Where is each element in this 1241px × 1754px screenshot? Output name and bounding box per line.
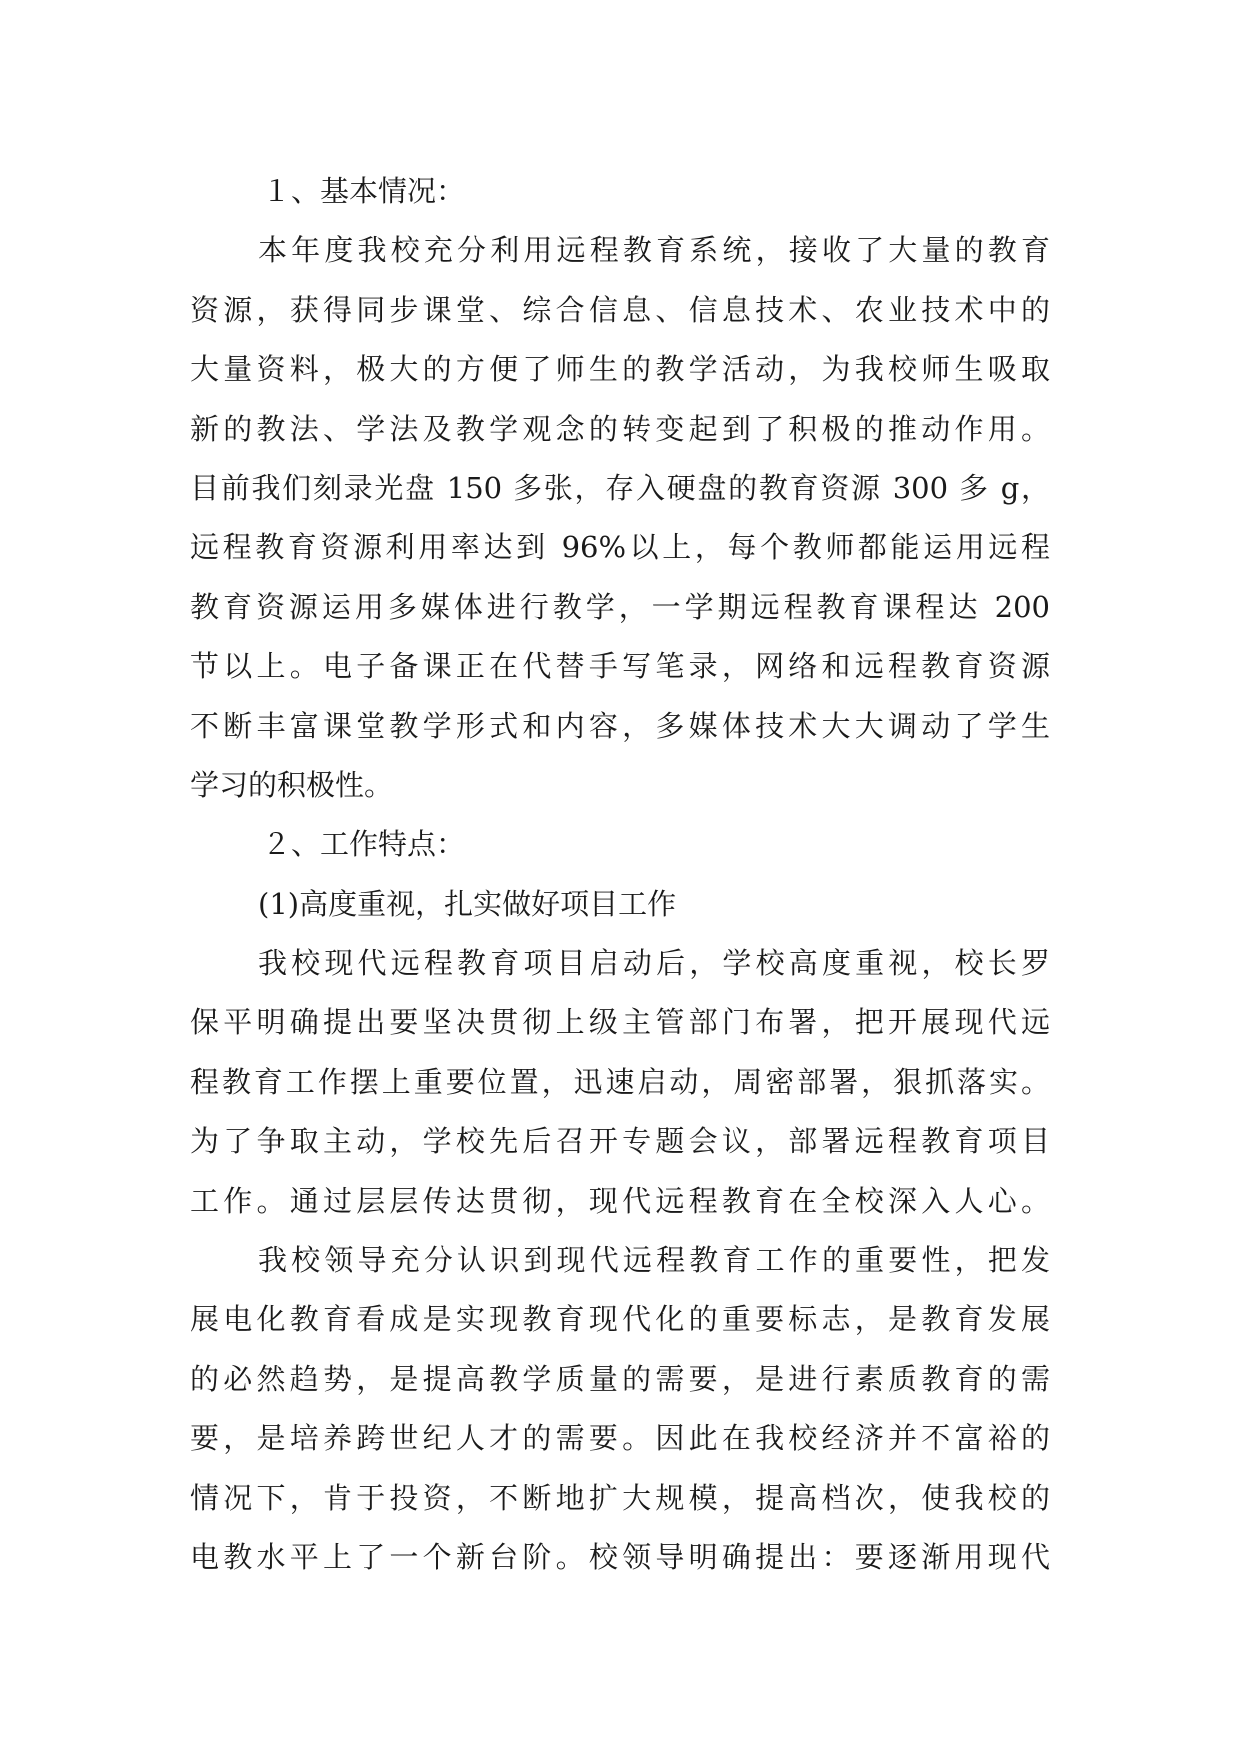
paragraph-line: 本年度我校充分利用远程教育系统，接收了大量的教育 — [258, 233, 1050, 268]
paragraph-line: 节以上。电子备课正在代替手写笔录，网络和远程教育资源 — [190, 649, 1050, 684]
paragraph-line: 为了争取主动，学校先后召开专题会议，部署远程教育项目 — [190, 1124, 1050, 1159]
paragraph-line: 我校现代远程教育项目启动后，学校高度重视，校长罗 — [258, 946, 1050, 981]
paragraph-line: 程教育工作摆上重要位置，迅速启动，周密部署，狠抓落实。 — [190, 1064, 1050, 1099]
paragraph-line: 资源，获得同步课堂、综合信息、信息技术、农业技术中的 — [190, 292, 1050, 327]
paragraph-line: 学习的积极性。 — [190, 767, 394, 802]
paragraph-line: 教育资源运用多媒体进行教学，一学期远程教育课程达 200 — [190, 589, 1050, 624]
paragraph-line: 保平明确提出要坚决贯彻上级主管部门布署，把开展现代远 — [190, 1005, 1050, 1040]
paragraph-line: 的必然趋势，是提高教学质量的需要，是进行素质教育的需 — [190, 1361, 1050, 1396]
paragraph-line: 我校领导充分认识到现代远程教育工作的重要性，把发 — [258, 1243, 1050, 1278]
paragraph-line: 工作。通过层层传达贯彻，现代远程教育在全校深入人心。 — [190, 1183, 1050, 1218]
paragraph-line: 展电化教育看成是实现教育现代化的重要标志，是教育发展 — [190, 1302, 1050, 1337]
document-body — [190, 162, 1050, 1587]
paragraph-line: 大量资料，极大的方便了师生的教学活动，为我校师生吸取 — [190, 352, 1050, 387]
paragraph-line: 目前我们刻录光盘 150 多张，存入硬盘的教育资源 300 多 g， — [190, 470, 1050, 505]
paragraph-line: 情况下，肯于投资，不断地扩大规模，提高档次，使我校的 — [190, 1480, 1050, 1515]
section-heading-features: ２、工作特点： — [262, 827, 466, 862]
paragraph-line: 要，是培养跨世纪人才的需要。因此在我校经济并不富裕的 — [190, 1421, 1050, 1456]
section-heading-basic: １、基本情况： — [262, 174, 466, 208]
paragraph-line: 不断丰富课堂教学形式和内容，多媒体技术大大调动了学生 — [190, 708, 1050, 743]
subsection-heading: (1)高度重视，扎实做好项目工作 — [258, 886, 677, 921]
paragraph-line: 电教水平上了一个新台阶。校领导明确提出：要逐渐用现代 — [190, 1539, 1050, 1574]
paragraph-line: 远程教育资源利用率达到 96%以上，每个教师都能运用远程 — [190, 530, 1050, 565]
paragraph-line: 新的教法、学法及教学观念的转变起到了积极的推动作用。 — [190, 411, 1050, 446]
